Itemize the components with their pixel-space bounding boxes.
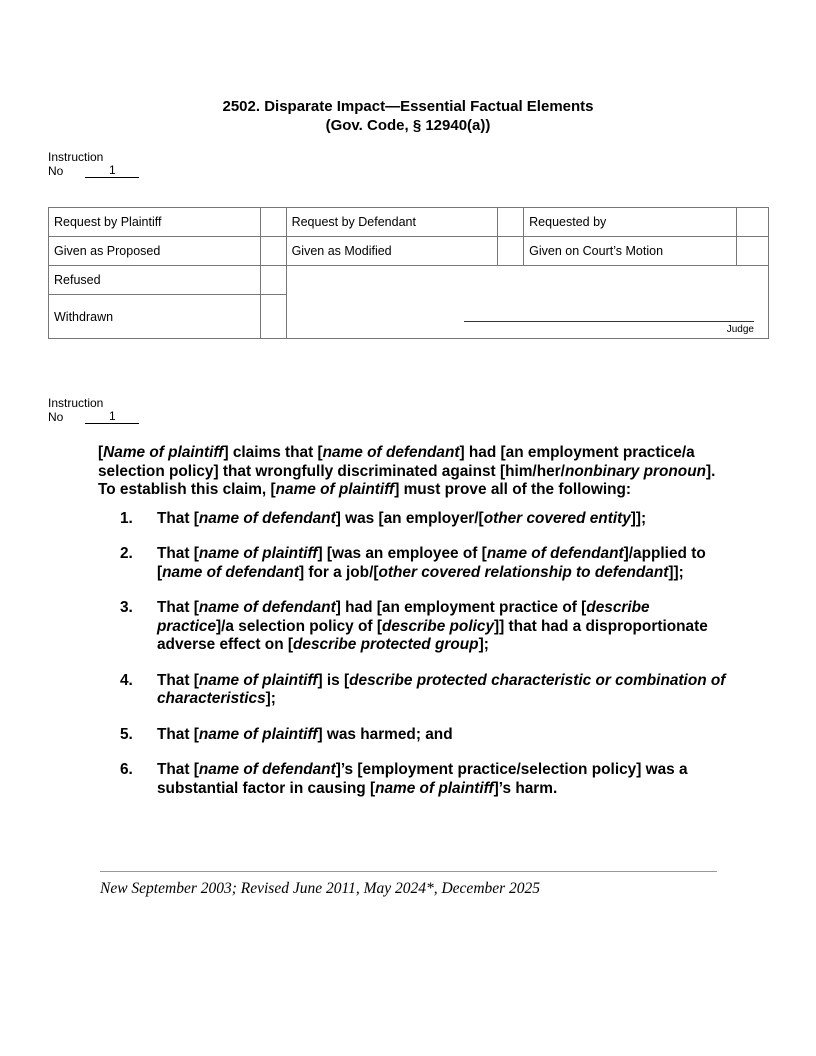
item-text: That [name of defendant]’s [employment practice/selection policy] was a substantial factor in causing [name of plaintiff]’s harm.: [157, 761, 688, 797]
item-number: 3.: [120, 599, 133, 616]
instruction-number-field[interactable]: 1: [85, 410, 139, 424]
judge-label: Judge: [726, 324, 754, 335]
refused-label: Refused: [49, 266, 261, 295]
request-by-defendant-checkbox[interactable]: [498, 208, 524, 237]
intro-paragraph: [Name of plaintiff] claims that [name of defendant] had [an employment practice/a selection policy] that wrongfully discriminated against [him/her/nonbinary pronoun]. To establish this claim, [name of plaintiff] must prove all of the following:: [98, 444, 716, 498]
title-line-1: 2502. Disparate Impact—Essential Factual Elements: [222, 98, 594, 115]
item-text: That [name of plaintiff] [was an employee of [name of defendant]/applied to [name of defendant] for a job/[other covered relationship to defendant]];: [157, 545, 706, 581]
request-by-defendant-label: Request by Defendant: [286, 208, 498, 237]
instruction-title: [0, 97, 816, 135]
instruction-label: Instruction: [48, 150, 104, 164]
withdrawn-checkbox[interactable]: [260, 295, 286, 339]
judge-signature-area: [286, 266, 768, 339]
refused-checkbox[interactable]: [260, 266, 286, 295]
item-number: 5.: [120, 725, 133, 743]
item-text: That [name of plaintiff] is [describe protected characteristic or combination of characteristics];: [157, 671, 726, 707]
given-on-courts-motion-checkbox[interactable]: [737, 237, 769, 266]
instruction-body: [98, 444, 728, 815]
instruction-label: Instruction: [48, 396, 104, 410]
item-text: That [name of plaintiff] was harmed; and: [157, 725, 453, 743]
no-label: No: [48, 410, 64, 424]
list-item: [98, 761, 728, 798]
item-number: 2.: [120, 545, 133, 562]
instruction-number-block-bottom: [48, 396, 139, 424]
instruction-number-block-top: [48, 150, 139, 178]
disposition-table: [48, 207, 769, 339]
list-item: [98, 510, 728, 529]
list-item: [98, 672, 728, 709]
item-number: 6.: [120, 761, 133, 778]
requested-by-label: Requested by: [524, 208, 737, 237]
given-as-modified-checkbox[interactable]: [498, 237, 524, 266]
judge-signature-line[interactable]: [464, 321, 754, 322]
no-label: No: [48, 164, 64, 178]
item-text: That [name of defendant] had [an employment practice of [describe practice]/a selection policy of [describe policy]] that had a disproportionate adverse effect on [describe protected group];: [157, 599, 708, 653]
given-as-proposed-label: Given as Proposed: [49, 237, 261, 266]
footer-divider: [100, 871, 717, 872]
given-on-courts-motion-label: Given on Court’s Motion: [524, 237, 737, 266]
item-number: 4.: [120, 671, 133, 689]
request-by-plaintiff-label: Request by Plaintiff: [49, 208, 261, 237]
given-as-proposed-checkbox[interactable]: [260, 237, 286, 266]
given-as-modified-label: Given as Modified: [286, 237, 498, 266]
elements-list: [98, 510, 728, 799]
withdrawn-label: Withdrawn: [49, 295, 261, 339]
request-by-plaintiff-checkbox[interactable]: [260, 208, 286, 237]
item-text: That [name of defendant] was [an employer/[other covered entity]];: [157, 509, 647, 527]
list-item: [98, 726, 728, 745]
list-item: [98, 545, 728, 582]
title-line-2: (Gov. Code, § 12940(a)): [325, 117, 491, 134]
revision-history: New September 2003; Revised June 2011, May 2024*, December 2025: [100, 880, 541, 897]
requested-by-checkbox[interactable]: [737, 208, 769, 237]
list-item: [98, 599, 728, 655]
instruction-number-field[interactable]: 1: [85, 164, 139, 178]
item-number: 1.: [120, 509, 133, 527]
